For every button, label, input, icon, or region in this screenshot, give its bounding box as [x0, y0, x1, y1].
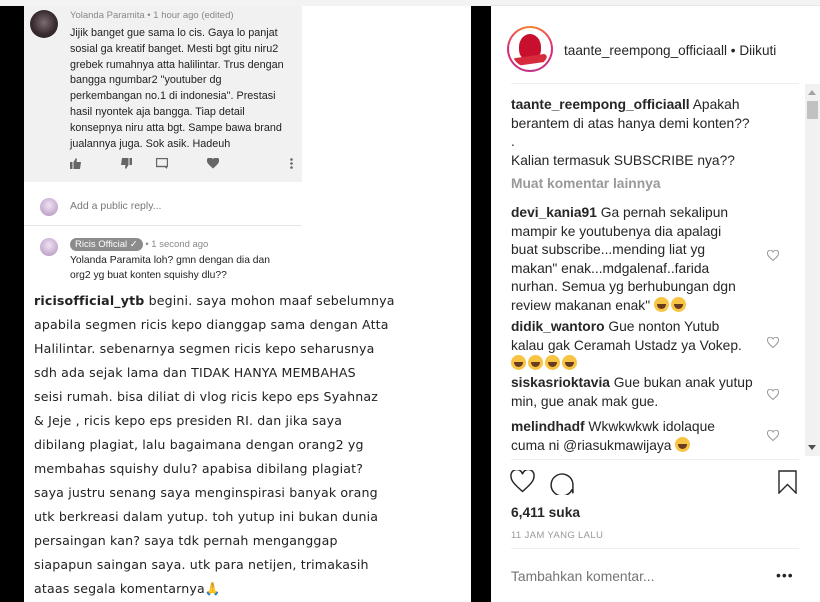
- line-text: Apakah: [689, 97, 740, 112]
- line: [34, 289, 464, 313]
- public-reply-row: [24, 192, 302, 226]
- line: [511, 355, 761, 374]
- likes-count[interactable]: 6,411 suka: [511, 505, 581, 520]
- line: org2 yg buat konten squishy dlu??: [70, 269, 227, 281]
- reply-avatar: [40, 198, 58, 216]
- rofl-emoji-icon: [511, 355, 526, 370]
- line: kalau gak Ceramah Ustadz ya Vokep.: [511, 337, 742, 353]
- following-status[interactable]: • Diikuti: [727, 43, 777, 58]
- caption-username-link[interactable]: taante_reempong_officiaall: [511, 97, 690, 112]
- comment-like-heart-icon[interactable]: [767, 389, 779, 401]
- scroll-up-arrow-icon[interactable]: [808, 90, 816, 95]
- ricis-avatar: [40, 238, 58, 256]
- line: saya justru senang saya menginspirasi banyak orang: [34, 485, 378, 500]
- reply-icon: [156, 158, 168, 172]
- line: grebek rumahnya atta halilintar. Trus dengan: [70, 58, 284, 71]
- rofl-emoji-icon: [528, 355, 543, 370]
- comment-like-heart-icon[interactable]: [767, 337, 779, 349]
- add-comment-input[interactable]: [511, 569, 761, 584]
- meta-sep: •: [144, 10, 154, 21]
- line: persaingan kan? saya tdk pernah menganggap: [34, 533, 338, 548]
- line: buat subscribe...mending liat yg: [511, 242, 706, 257]
- divider: [511, 459, 799, 460]
- laughing-emoji-icon: [654, 297, 669, 312]
- line: seisi rumah. bisa diliat di vlog ricis kepo eps Syahnaz: [34, 389, 379, 404]
- line: .: [511, 134, 515, 149]
- line: siapapun saingan saya. utk para netijen, trimakasih: [34, 557, 369, 572]
- profile-avatar[interactable]: [507, 26, 553, 72]
- line: [511, 297, 761, 316]
- line: Yolanda Paramita loh? gmn dengan dia dan: [70, 255, 270, 266]
- load-more-comments-button[interactable]: Muat komentar lainnya: [511, 176, 661, 191]
- comment-item: [511, 204, 761, 315]
- caption: [511, 96, 761, 170]
- laughing-emoji-icon: [675, 437, 690, 452]
- line: mampir ke youtubenya dia apalagi: [511, 223, 722, 239]
- comment-text: [70, 26, 296, 152]
- comment-item: [511, 318, 761, 374]
- comments-scrollbar[interactable]: [805, 84, 820, 456]
- profile-username-link[interactable]: taante_reempong_officiaall: [564, 43, 727, 58]
- line: [511, 437, 761, 456]
- post-timestamp[interactable]: 11 JAM YANG LALU: [511, 530, 604, 541]
- thumbs-up-icon: [70, 158, 82, 172]
- comment-author: Yolanda Paramita: [70, 10, 145, 21]
- line: nurhan. Semua yg berhubungan dgn: [511, 279, 736, 294]
- line: [511, 204, 761, 223]
- line: [511, 374, 761, 393]
- comments-list: [491, 84, 820, 456]
- youtube-comment: [24, 6, 302, 182]
- line: perkembangan no.1 di indonesia". Prestasi: [70, 90, 276, 103]
- line-text: Gue nonton Yutub: [604, 319, 720, 334]
- scroll-down-arrow-icon[interactable]: [808, 445, 816, 450]
- heart-icon: [207, 158, 219, 172]
- rofl-emoji-icon: [562, 355, 577, 370]
- line-text: begini. saya mohon maaf sebelumnya: [144, 293, 395, 308]
- line: membahas squishy dulu? apabisa dibilang plagiat?: [34, 461, 364, 476]
- line-text: Wkwkwkwk idolaque: [584, 419, 715, 434]
- comment-like-heart-icon[interactable]: [767, 250, 779, 262]
- verified-author-badge: Ricis Official ✓: [70, 238, 143, 251]
- line: min, gue anak mak gue.: [511, 393, 659, 409]
- rofl-emoji-icon: [545, 355, 560, 370]
- scroll-thumb[interactable]: [807, 101, 818, 119]
- comment-item: [511, 374, 761, 411]
- more-vert-icon: [290, 158, 293, 172]
- ricis-meta: [70, 238, 208, 251]
- header-user: [564, 43, 776, 58]
- line: jualannya juga. Sok asik. Hadeuh: [70, 137, 231, 150]
- line: sosial ga kreatif banget. Mesti bgt gitu niru2: [70, 42, 279, 55]
- line: ataas segala komentarnya🙏: [34, 581, 221, 596]
- line: Jijik banget gue sama lo cis. Gaya lo panjat: [70, 27, 278, 39]
- line-text: Gue bukan anak yutup: [609, 375, 753, 390]
- line: dibilang plagiat, lalu bagaimana dengan orang2 yg: [34, 437, 364, 452]
- post-header: [491, 6, 820, 83]
- line-text: review makanan enak": [511, 297, 654, 313]
- divider: [511, 548, 799, 549]
- comment-bubble-icon[interactable]: [550, 470, 575, 495]
- line: [511, 318, 761, 337]
- caption-username: ricisofficial_ytb: [34, 293, 145, 308]
- line: hasil nyontek aja bangga. Tiap detail: [70, 105, 245, 118]
- comment-username-link[interactable]: siskasrioktavia: [511, 375, 610, 390]
- commenter-avatar: [30, 10, 58, 38]
- line-text: cuma ni @riasukmawijaya: [511, 437, 676, 453]
- ricis-ig-caption: [34, 289, 464, 601]
- line: berantem di atas hanya demi konten??: [511, 115, 750, 131]
- comment-like-heart-icon[interactable]: [767, 430, 779, 442]
- comment-meta: [70, 10, 234, 21]
- line: [511, 96, 761, 115]
- comment-username-link[interactable]: devi_kania91: [511, 205, 597, 220]
- reply-time: • 1 second ago: [142, 239, 209, 250]
- line: apabila segmen ricis kepo dianggap sama dengan Atta: [34, 317, 389, 332]
- thumbs-down-icon: [120, 158, 132, 172]
- line: & Jeje , ricis kepo eps presiden RI. dan jika saya: [34, 413, 343, 428]
- avatar-image: [509, 28, 551, 70]
- post-actions: [491, 468, 820, 500]
- line: konsepnya niru atta bgt. Sampe bawa brand: [70, 121, 282, 134]
- line: Kalian termasuk SUBSCRIBE nya??: [511, 152, 735, 168]
- comment-time: 1 hour ago (edited): [153, 10, 234, 21]
- comment-username-link[interactable]: didik_wantoro: [511, 319, 605, 334]
- line: Halilintar. sebenarnya segmen ricis kepo seharusnya: [34, 341, 375, 356]
- bookmark-icon[interactable]: [778, 470, 797, 494]
- line-text: Ga pernah sekalipun: [596, 205, 729, 220]
- comment-item: [511, 418, 761, 455]
- line: sdh ada sejak lama dan TIDAK HANYA MEMBAHAS: [34, 365, 356, 380]
- comment-actions: [70, 158, 298, 172]
- laughing-emoji-icon: [671, 297, 686, 312]
- ricis-reply-text: [70, 254, 296, 283]
- post-sidebar: [491, 0, 820, 602]
- comment-username-link[interactable]: melindhadf: [511, 419, 585, 434]
- heart-outline-icon[interactable]: [510, 470, 535, 493]
- more-options-button[interactable]: •••: [776, 567, 794, 583]
- reply-placeholder: Add a public reply...: [70, 200, 162, 212]
- line: makan" enak...mdgalenaf..farida: [511, 260, 710, 276]
- line: bangga ngumbar2 "youtuber dg: [70, 74, 222, 87]
- line: [511, 418, 761, 437]
- line: utk berkreasi dalam yutup. toh yutup ini bukan dunia: [34, 509, 379, 524]
- screenshot-content: [24, 6, 471, 602]
